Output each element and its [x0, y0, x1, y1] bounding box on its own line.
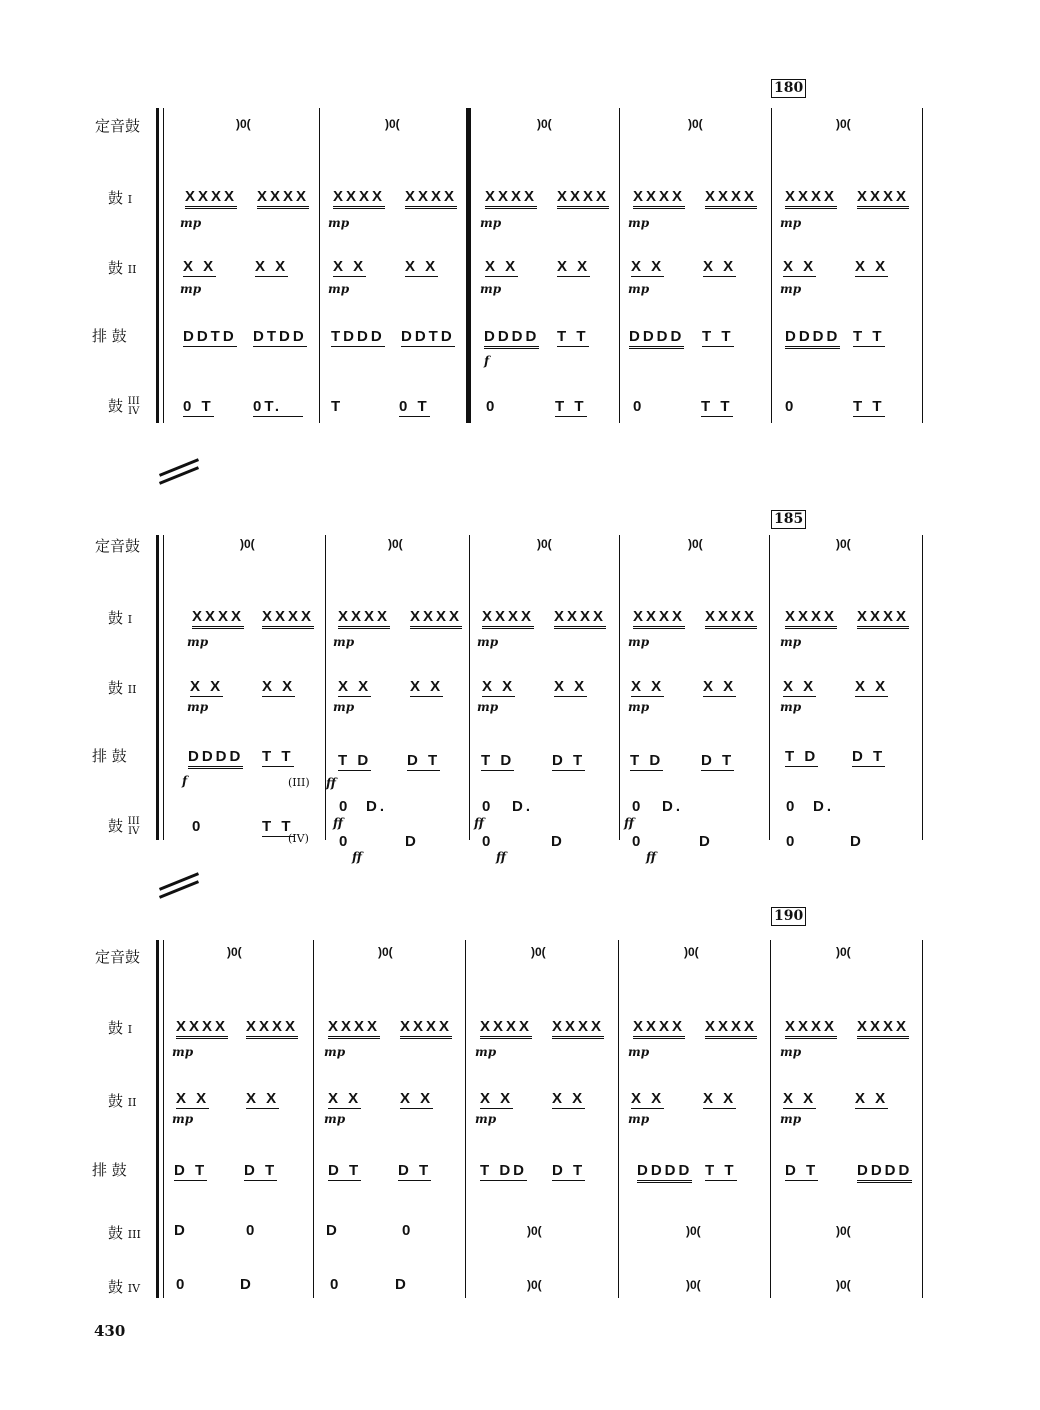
- dynamic-mp: mp: [187, 635, 209, 649]
- drum-i-label: 鼓 I: [108, 1019, 133, 1037]
- dynamic-mp: mp: [328, 216, 350, 230]
- pai-gu-pattern: T DD: [480, 1162, 527, 1179]
- dynamic-mp: mp: [780, 282, 802, 296]
- system-1-bracket: [156, 108, 159, 423]
- drum-ii-pattern: X X: [183, 258, 217, 275]
- tremolo-rest: )0(: [240, 537, 255, 551]
- drum-ii-pattern: X X: [703, 1090, 737, 1107]
- drum-iv-pattern: 0: [632, 833, 644, 850]
- pai-gu-pattern: T T: [557, 328, 589, 345]
- dynamic-mp: mp: [333, 635, 355, 649]
- dynamic-ff: ff: [474, 816, 484, 830]
- drum-iv-pattern: D: [240, 1276, 254, 1293]
- rehearsal-mark-180: 180: [771, 79, 806, 98]
- system-3-start-line: [163, 940, 164, 1298]
- drum-iii-pattern: D.: [512, 798, 533, 815]
- drum-iii-pattern: 0: [482, 798, 494, 815]
- tremolo-rest: )0(: [527, 1278, 542, 1292]
- drum-iii-label: 鼓 III: [108, 1224, 141, 1242]
- timpani-label: 定音鼓: [95, 537, 141, 555]
- drum-ii-pattern: X X: [855, 1090, 889, 1107]
- dynamic-mp: mp: [780, 635, 802, 649]
- drum-ii-pattern: X X: [255, 258, 289, 275]
- double-barline: [466, 108, 471, 423]
- drum-iii-iv-pattern: 0: [785, 398, 797, 415]
- drum-iv-pattern: 0: [786, 833, 798, 850]
- pai-gu-pattern: T D: [481, 752, 515, 769]
- drum-ii-pattern: X X: [557, 258, 591, 275]
- barline: [313, 940, 314, 1298]
- dynamic-mp: mp: [628, 282, 650, 296]
- tremolo-rest: )0(: [378, 945, 393, 959]
- timpani-label: 定音鼓: [95, 117, 141, 135]
- timpani-label: 定音鼓: [95, 948, 141, 966]
- dynamic-ff: ff: [326, 776, 336, 790]
- drum-iv-pattern: 0: [330, 1276, 342, 1293]
- dynamic-mp: mp: [180, 216, 202, 230]
- pai-gu-pattern: DDDD: [629, 328, 684, 349]
- pai-gu-pattern: D T: [174, 1162, 208, 1179]
- dynamic-ff: ff: [352, 850, 362, 864]
- drum-i-pattern: XXXX: [557, 188, 609, 209]
- tremolo-rest: )0(: [236, 117, 251, 131]
- tremolo-rest: )0(: [688, 537, 703, 551]
- tremolo-rest: )0(: [836, 1278, 851, 1292]
- drum-iv-pattern: 0: [482, 833, 494, 850]
- tremolo-rest: )0(: [688, 117, 703, 131]
- rehearsal-mark-190: 190: [771, 907, 806, 926]
- pai-gu-pattern: T T: [705, 1162, 737, 1179]
- dynamic-mp: mp: [628, 1045, 650, 1059]
- drum-i-pattern: XXXX: [857, 1018, 909, 1039]
- drum-ii-pattern: X X: [631, 1090, 665, 1107]
- drum-iii-pattern: D.: [366, 798, 387, 815]
- drum-iii-pattern: 0: [632, 798, 644, 815]
- barline: [769, 535, 770, 840]
- tremolo-rest: )0(: [836, 537, 851, 551]
- pai-gu-pattern: DDTD: [401, 328, 455, 345]
- dynamic-mp: mp: [328, 282, 350, 296]
- tremolo-rest: )0(: [686, 1278, 701, 1292]
- drum-iii-pattern: 0: [246, 1222, 258, 1239]
- barline: [922, 535, 923, 840]
- drum-iv-pattern: D: [699, 833, 713, 850]
- dynamic-mp: mp: [780, 216, 802, 230]
- dynamic-mp: mp: [480, 282, 502, 296]
- system-2-bracket: [156, 535, 159, 840]
- dynamic-mp: mp: [172, 1045, 194, 1059]
- pai-gu-pattern: T T: [853, 328, 885, 345]
- pai-gu-pattern: D T: [785, 1162, 819, 1179]
- drum-iii-iv-pattern: 0: [633, 398, 645, 415]
- drum-i-pattern: XXXX: [410, 608, 462, 629]
- drum-ii-pattern: X X: [482, 678, 516, 695]
- dynamic-mp: mp: [475, 1045, 497, 1059]
- barline: [770, 940, 771, 1298]
- rehearsal-mark-185: 185: [771, 510, 806, 529]
- pai-gu-pattern: D T: [328, 1162, 362, 1179]
- dynamic-mp: mp: [480, 216, 502, 230]
- drum-iii-iv-pattern: T: [331, 398, 344, 415]
- drum-i-pattern: XXXX: [554, 608, 606, 629]
- tremolo-rest: )0(: [388, 537, 403, 551]
- pai-gu-pattern: DDDD: [785, 328, 840, 349]
- dynamic-ff: ff: [496, 850, 506, 864]
- dynamic-mp: mp: [477, 700, 499, 714]
- drum-ii-pattern: X X: [703, 258, 737, 275]
- drum-iii-iv-label: 鼓 III IV: [108, 396, 140, 417]
- drum-i-pattern: XXXX: [633, 608, 685, 629]
- pai-gu-pattern: DDDD: [484, 328, 539, 349]
- drum-iii-iv-pattern: 0T.: [253, 398, 303, 417]
- dynamic-mp: mp: [333, 700, 355, 714]
- drum-ii-pattern: X X: [400, 1090, 434, 1107]
- drum-i-pattern: XXXX: [552, 1018, 604, 1039]
- pai-gu-pattern: D T: [244, 1162, 278, 1179]
- drum-ii-label: 鼓 II: [108, 679, 137, 697]
- pai-gu-pattern: DDTD: [183, 328, 237, 345]
- drum-iv-pattern: 0: [339, 833, 351, 850]
- barline: [618, 940, 619, 1298]
- drum-ii-pattern: X X: [405, 258, 439, 275]
- drum-ii-pattern: X X: [554, 678, 588, 695]
- drum-ii-pattern: X X: [338, 678, 372, 695]
- drum-i-pattern: XXXX: [785, 1018, 837, 1039]
- drum-i-pattern: XXXX: [480, 1018, 532, 1039]
- dynamic-mp: mp: [780, 1112, 802, 1126]
- drum-iii-pattern: D: [326, 1222, 340, 1239]
- dynamic-f: f: [182, 774, 188, 788]
- drum-ii-pattern: X X: [262, 678, 296, 695]
- drum-iii-iv-pattern: T T: [555, 398, 587, 415]
- drum-ii-pattern: X X: [783, 258, 817, 275]
- drum-iii-pattern: D: [174, 1222, 188, 1239]
- dynamic-mp: mp: [628, 635, 650, 649]
- dynamic-mp: mp: [477, 635, 499, 649]
- pai-gu-pattern: D T: [852, 748, 886, 765]
- dynamic-mp: mp: [628, 216, 650, 230]
- drum-i-pattern: XXXX: [705, 1018, 757, 1039]
- drum-i-label: 鼓 I: [108, 609, 133, 627]
- tremolo-rest: )0(: [527, 1224, 542, 1238]
- tremolo-rest: )0(: [537, 117, 552, 131]
- dynamic-mp: mp: [172, 1112, 194, 1126]
- dynamic-mp: mp: [475, 1112, 497, 1126]
- drum-ii-pattern: X X: [246, 1090, 280, 1107]
- drum-iv-pattern: D: [850, 833, 864, 850]
- drum-iii-pattern: 0: [339, 798, 351, 815]
- tremolo-rest: )0(: [686, 1224, 701, 1238]
- drum-ii-pattern: X X: [485, 258, 519, 275]
- pai-gu-label: 排 鼓: [92, 1161, 127, 1179]
- drum-i-pattern: XXXX: [257, 188, 309, 209]
- pai-gu-pattern: DTDD: [253, 328, 307, 345]
- drum-ii-pattern: X X: [328, 1090, 362, 1107]
- drum-i-pattern: XXXX: [400, 1018, 452, 1039]
- drum-iii-iv-pattern: 0: [486, 398, 498, 415]
- tremolo-rest: )0(: [836, 1224, 851, 1238]
- dynamic-mp: mp: [780, 700, 802, 714]
- drum-i-pattern: XXXX: [185, 188, 237, 209]
- drum-iv-pattern: 0: [176, 1276, 188, 1293]
- barline: [771, 108, 772, 423]
- drum-i-pattern: XXXX: [857, 188, 909, 209]
- tremolo-rest: )0(: [537, 537, 552, 551]
- dynamic-ff: ff: [333, 816, 343, 830]
- dynamic-ff: ff: [646, 850, 656, 864]
- drum-ii-pattern: X X: [631, 258, 665, 275]
- drum-i-pattern: XXXX: [192, 608, 244, 629]
- tremolo-rest: )0(: [836, 945, 851, 959]
- drum-i-pattern: XXXX: [176, 1018, 228, 1039]
- drum-ii-pattern: X X: [410, 678, 444, 695]
- drum-ii-pattern: X X: [176, 1090, 210, 1107]
- pai-gu-pattern: T T: [702, 328, 734, 345]
- barline: [922, 108, 923, 423]
- barline: [619, 535, 620, 840]
- pai-gu-pattern: DDDD: [188, 748, 243, 769]
- drum-iii-iv-pattern: 0 T: [399, 398, 430, 415]
- drum-iv-label: 鼓 IV: [108, 1278, 141, 1296]
- drum-i-pattern: XXXX: [246, 1018, 298, 1039]
- drum-ii-label: 鼓 II: [108, 259, 137, 277]
- drum-iv-pattern: D: [395, 1276, 409, 1293]
- drum-iii-pattern: 0: [786, 798, 798, 815]
- tremolo-rest: )0(: [227, 945, 242, 959]
- system-1-start-line: [163, 108, 164, 423]
- system-2-start-line: [163, 535, 164, 840]
- drum-iii-iv-pattern: T T: [262, 818, 294, 835]
- pai-gu-pattern: T D: [785, 748, 819, 765]
- drum-i-pattern: XXXX: [333, 188, 385, 209]
- barline: [922, 940, 923, 1298]
- drum-i-pattern: XXXX: [405, 188, 457, 209]
- drum-iii-pattern: D.: [813, 798, 834, 815]
- tremolo-rest: )0(: [836, 117, 851, 131]
- tremolo-rest: )0(: [684, 945, 699, 959]
- pai-gu-pattern: T D: [338, 752, 372, 769]
- pai-gu-pattern: TDDD: [331, 328, 385, 345]
- system-3-bracket: [156, 940, 159, 1298]
- drum-i-pattern: XXXX: [482, 608, 534, 629]
- drum-iii-iv-pattern: T T: [853, 398, 885, 415]
- drum-ii-pattern: X X: [631, 678, 665, 695]
- drum-i-pattern: XXXX: [705, 608, 757, 629]
- barline: [465, 940, 466, 1298]
- drum-i-pattern: XXXX: [785, 188, 837, 209]
- pai-gu-pattern: D T: [701, 752, 735, 769]
- part-iv-mark: (IV): [288, 832, 309, 845]
- drum-i-pattern: XXXX: [633, 188, 685, 209]
- pai-gu-pattern: T D: [630, 752, 664, 769]
- dynamic-mp: mp: [324, 1045, 346, 1059]
- drum-i-pattern: XXXX: [705, 188, 757, 209]
- drum-i-pattern: XXXX: [633, 1018, 685, 1039]
- pai-gu-pattern: DDDD: [857, 1162, 912, 1183]
- dynamic-mp: mp: [628, 700, 650, 714]
- dynamic-mp: mp: [780, 1045, 802, 1059]
- drum-iii-pattern: 0: [402, 1222, 414, 1239]
- drum-i-pattern: XXXX: [338, 608, 390, 629]
- pai-gu-pattern: D T: [398, 1162, 432, 1179]
- barline: [325, 535, 326, 840]
- dynamic-ff: ff: [624, 816, 634, 830]
- drum-iii-iv-pattern: 0: [192, 818, 204, 835]
- dynamic-f: f: [484, 354, 490, 368]
- drum-iv-pattern: D: [551, 833, 565, 850]
- drum-i-pattern: XXXX: [785, 608, 837, 629]
- drum-ii-pattern: X X: [480, 1090, 514, 1107]
- drum-ii-pattern: X X: [552, 1090, 586, 1107]
- drum-ii-pattern: X X: [190, 678, 224, 695]
- drum-ii-label: 鼓 II: [108, 1092, 137, 1110]
- drum-iii-iv-label: 鼓 III IV: [108, 816, 140, 837]
- dynamic-mp: mp: [180, 282, 202, 296]
- drum-ii-pattern: X X: [855, 678, 889, 695]
- drum-iii-iv-pattern: 0 T: [183, 398, 214, 415]
- drum-i-pattern: XXXX: [485, 188, 537, 209]
- barline: [319, 108, 320, 423]
- pai-gu-pattern: DDDD: [637, 1162, 692, 1183]
- pai-gu-pattern: T T: [262, 748, 294, 765]
- pai-gu-pattern: D T: [552, 752, 586, 769]
- drum-i-pattern: XXXX: [328, 1018, 380, 1039]
- drum-i-label: 鼓 I: [108, 189, 133, 207]
- drum-ii-pattern: X X: [703, 678, 737, 695]
- tremolo-rest: )0(: [385, 117, 400, 131]
- pai-gu-pattern: D T: [552, 1162, 586, 1179]
- drum-iii-pattern: D.: [662, 798, 683, 815]
- barline: [469, 535, 470, 840]
- pai-gu-pattern: D T: [407, 752, 441, 769]
- pai-gu-label: 排 鼓: [92, 747, 127, 765]
- drum-ii-pattern: X X: [333, 258, 367, 275]
- dynamic-mp: mp: [324, 1112, 346, 1126]
- drum-iv-pattern: D: [405, 833, 419, 850]
- dynamic-mp: mp: [628, 1112, 650, 1126]
- drum-iii-iv-pattern: T T: [701, 398, 733, 415]
- page-number: 430: [94, 1322, 126, 1340]
- tremolo-rest: )0(: [531, 945, 546, 959]
- drum-ii-pattern: X X: [783, 1090, 817, 1107]
- drum-ii-pattern: X X: [855, 258, 889, 275]
- drum-i-pattern: XXXX: [262, 608, 314, 629]
- part-iii-mark: (III): [288, 776, 310, 789]
- dynamic-mp: mp: [187, 700, 209, 714]
- barline: [619, 108, 620, 423]
- drum-ii-pattern: X X: [783, 678, 817, 695]
- pai-gu-label: 排 鼓: [92, 327, 127, 345]
- drum-i-pattern: XXXX: [857, 608, 909, 629]
